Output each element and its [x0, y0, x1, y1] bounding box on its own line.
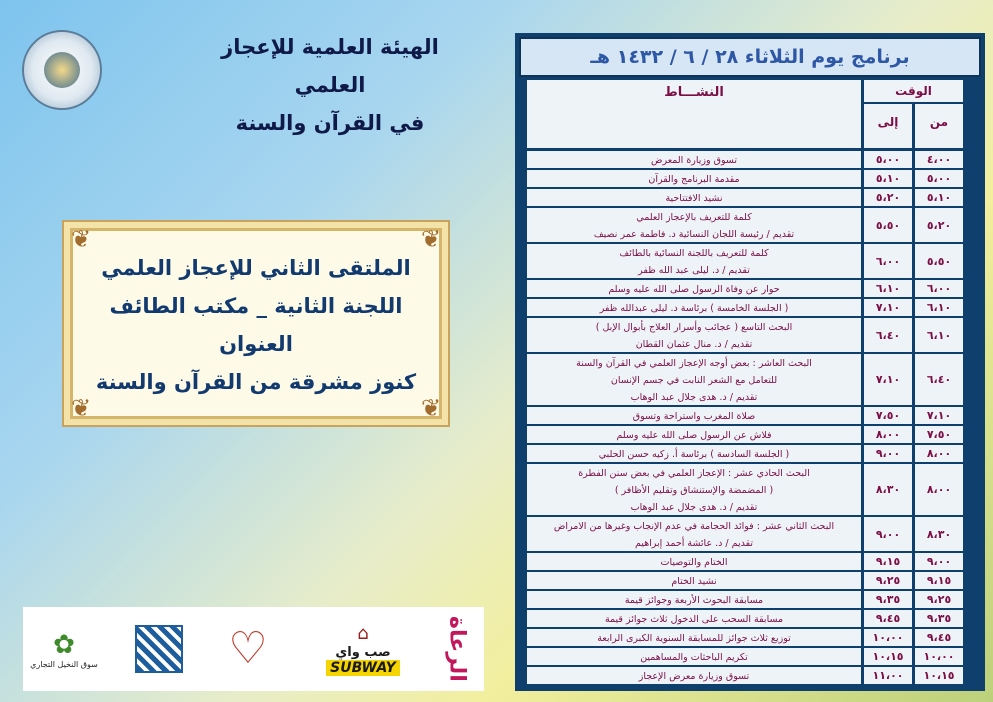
ornament-icon: ❦	[70, 225, 92, 253]
time-to-cell: ٨،٠٠	[864, 426, 912, 443]
activity-text: تسوق وزيارة معرض الإعجاز	[638, 671, 750, 682]
activity-cell	[527, 407, 861, 424]
time-to-cell: ٥،٠٠	[864, 151, 912, 168]
time-from-cell: ٩،٠٠	[915, 553, 963, 570]
sponsor-logo-geometric	[131, 617, 187, 681]
activity-cell	[527, 610, 861, 627]
sponsor-logo-heart	[218, 617, 278, 681]
ornament-icon: ❦	[70, 394, 92, 422]
sponsor-logo-subway	[311, 617, 415, 681]
table-row	[521, 169, 979, 188]
table-row	[521, 666, 979, 685]
time-to-cell: ١٠،٠٠	[864, 629, 912, 646]
time-from-cell: ٥،٠٠	[915, 170, 963, 187]
activity-cell	[527, 591, 861, 608]
activity-text: كلمة للتعريف باللجنة النسائية بالطائف	[619, 248, 769, 259]
palm-icon: ✿	[53, 629, 75, 660]
from-header: من	[915, 104, 963, 148]
activity-text: نشيد الافتتاحية	[665, 193, 723, 204]
sponsor-name: سوق النخيل التجاري	[30, 659, 98, 669]
table-row	[521, 516, 979, 552]
activity-cell	[527, 445, 861, 462]
sponsor-name: صب واي	[335, 644, 391, 660]
activity-text: تقديم / د. هدى جلال عبد الوهاب	[630, 502, 758, 513]
activity-cell	[527, 553, 861, 570]
schedule-table	[521, 78, 979, 685]
schedule-panel	[515, 33, 985, 691]
activity-text: البحث الحادي عشر : الإعجاز العلمي في بعض سنن الفطرة	[578, 468, 810, 479]
time-from-cell: ٤،٠٠	[915, 151, 963, 168]
activity-cell	[527, 244, 861, 278]
ornament-icon: ❦	[420, 225, 442, 253]
time-to-cell: ٩،١٥	[864, 553, 912, 570]
globe-icon	[44, 52, 80, 88]
table-row	[521, 188, 979, 207]
activity-cell	[527, 208, 861, 242]
activity-text: تقديم / د. هدى جلال عبد الوهاب	[630, 392, 758, 403]
activity-text: ( المضمضة والإستنشاق وتقليم الأظافر )	[614, 485, 774, 496]
table-row	[521, 279, 979, 298]
time-from-cell: ١٠،٠٠	[915, 648, 963, 665]
time-from-cell: ٦،١٠	[915, 318, 963, 352]
time-to-cell: ٩،٢٥	[864, 572, 912, 589]
activity-text: تكريم الباحثات والمساهمين	[640, 652, 748, 663]
time-from-cell: ٥،٢٠	[915, 208, 963, 242]
activity-text: الختام والتوصيات	[660, 557, 728, 568]
time-from-cell: ١٠،١٥	[915, 667, 963, 684]
sponsors-label	[435, 617, 479, 681]
table-row	[521, 628, 979, 647]
time-from-cell: ٧،٥٠	[915, 426, 963, 443]
time-from-cell: ٩،١٥	[915, 572, 963, 589]
activity-cell	[527, 151, 861, 168]
table-row	[521, 317, 979, 353]
table-header	[521, 78, 979, 150]
sponsor-name: الرعاة	[444, 616, 470, 682]
time-from-cell: ٦،٤٠	[915, 354, 963, 405]
activity-text: تقديم / د. عائشة أحمد إبراهيم	[634, 538, 754, 549]
time-to-cell: ٥،٢٠	[864, 189, 912, 206]
building-icon: ⌂	[357, 622, 369, 644]
activity-cell	[527, 426, 861, 443]
event-line2: اللجنة الثانية _ مكتب الطائف	[109, 294, 403, 318]
activity-text: كلمة للتعريف بالإعجاز العلمي	[636, 212, 752, 223]
table-row	[521, 353, 979, 406]
activity-cell	[527, 280, 861, 297]
table-row	[521, 552, 979, 571]
table-row	[521, 207, 979, 243]
time-to-cell: ٩،٠٠	[864, 517, 912, 551]
table-row	[521, 609, 979, 628]
activity-cell	[527, 648, 861, 665]
activity-text: تسوق وزيارة المعرض	[650, 155, 738, 166]
activity-cell	[527, 299, 861, 316]
activity-text: تقديم / د. منال عثمان القطان	[635, 339, 753, 350]
ornament-icon: ❦	[420, 394, 442, 422]
activity-cell	[527, 318, 861, 352]
activity-text: نشيد الختام	[671, 576, 717, 587]
time-to-cell: ٦،١٠	[864, 280, 912, 297]
activity-text: مسابقة البحوث الأربعة وجوائز قيمة	[624, 595, 764, 606]
activity-text: مقدمة البرنامج والقرآن	[648, 174, 740, 185]
table-row	[521, 590, 979, 609]
time-from-cell: ٩،٣٥	[915, 610, 963, 627]
time-to-cell: ٨،٣٠	[864, 464, 912, 515]
sponsors-bar	[23, 607, 484, 691]
time-to-cell: ٧،٥٠	[864, 407, 912, 424]
activity-header: النشـــاط	[527, 80, 861, 148]
activity-text: البحث التاسع ( عجائب وأسرار العلاج بأبوال الإبل )	[595, 322, 793, 333]
time-from-cell: ٨،٠٠	[915, 464, 963, 515]
activity-cell	[527, 667, 861, 684]
table-row	[521, 243, 979, 279]
schedule-title: برنامج يوم الثلاثاء ٢٨ / ٦ / ١٤٣٢ هـ	[519, 37, 981, 77]
activity-text: توزيع ثلاث جوائز للمسابقة السنوية الكبرى الرابعة	[597, 633, 791, 644]
activity-text: للتعامل مع الشعر النابت في جسم الإنسان	[610, 375, 778, 386]
activity-text: صلاة المغرب واستراحة وتسوق	[632, 411, 756, 422]
time-to-cell: ٥،٥٠	[864, 208, 912, 242]
activity-cell	[527, 170, 861, 187]
time-to-cell: ٩،٤٥	[864, 610, 912, 627]
activity-text: البحث العاشر : بعض أوجه الإعجاز العلمي في القرآن والسنة	[576, 358, 812, 369]
org-title-line1: الهيئة العلمية للإعجاز العلمي	[221, 35, 439, 97]
org-title-line2: في القرآن والسنة	[235, 111, 425, 135]
event-line1: الملتقى الثاني للإعجاز العلمي	[101, 256, 411, 280]
table-row	[521, 463, 979, 516]
table-row	[521, 425, 979, 444]
time-to-cell: ٩،٠٠	[864, 445, 912, 462]
activity-text: حوار عن وفاة الرسول صلى الله عليه وسلم	[608, 284, 780, 295]
table-row	[521, 571, 979, 590]
table-row	[521, 647, 979, 666]
table-row	[521, 406, 979, 425]
time-from-cell: ٨،٠٠	[915, 445, 963, 462]
activity-text: ( الجلسة الخامسة ) برئاسة د. ليلى عبدالله ظفر	[599, 303, 789, 314]
activity-cell	[527, 354, 861, 405]
activity-text: ( الجلسة السادسة ) برئاسة أ. زكيه حسن الحلبي	[598, 449, 790, 460]
organization-title	[185, 28, 475, 142]
activity-cell	[527, 464, 861, 515]
time-from-cell: ٥،١٠	[915, 189, 963, 206]
to-header: إلى	[864, 104, 912, 148]
table-row	[521, 150, 979, 169]
time-to-cell: ١٠،١٥	[864, 648, 912, 665]
time-from-cell: ٧،١٠	[915, 407, 963, 424]
time-from-cell: ٥،٥٠	[915, 244, 963, 278]
event-frame	[70, 225, 442, 422]
time-from-cell: ٩،٢٥	[915, 591, 963, 608]
time-from-cell: ٨،٣٠	[915, 517, 963, 551]
activity-cell	[527, 629, 861, 646]
time-to-cell: ٥،١٠	[864, 170, 912, 187]
time-to-cell: ٧،١٠	[864, 354, 912, 405]
organization-logo	[22, 30, 102, 110]
geometric-logo-icon	[135, 625, 183, 673]
time-header: الوقت	[864, 80, 963, 102]
activity-text: البحث الثاني عشر : فوائد الحجامة في عدم الإنجاب وغيرها من الامراض	[553, 521, 835, 532]
time-from-cell: ٩،٤٥	[915, 629, 963, 646]
time-to-cell: ١١،٠٠	[864, 667, 912, 684]
time-from-cell: ٦،١٠	[915, 299, 963, 316]
time-to-cell: ٦،٤٠	[864, 318, 912, 352]
activity-text: فلاش عن الرسول صلى الله عليه وسلم	[616, 430, 772, 441]
time-to-cell: ٩،٣٥	[864, 591, 912, 608]
activity-cell	[527, 517, 861, 551]
time-to-cell: ٦،٠٠	[864, 244, 912, 278]
sponsor-logo-palm-market	[29, 617, 99, 681]
activity-text: تقديم / رئيسة اللجان النسائية د. فاطمة عمر نصيف	[593, 229, 795, 240]
activity-cell	[527, 189, 861, 206]
table-row	[521, 298, 979, 317]
activity-cell	[527, 572, 861, 589]
sponsor-name: SUBWAY	[326, 660, 400, 676]
event-line3: العنوان	[219, 332, 293, 356]
event-line4: كنوز مشرقة من القرآن والسنة	[95, 370, 417, 394]
time-to-cell: ٧،١٠	[864, 299, 912, 316]
activity-text: مسابقة السحب على الدخول ثلاث جوائز قيمة	[604, 614, 784, 625]
heart-icon: ♡	[228, 623, 268, 674]
activity-text: تقديم / د. ليلى عبد الله ظفر	[638, 265, 750, 276]
table-row	[521, 444, 979, 463]
time-from-cell: ٦،٠٠	[915, 280, 963, 297]
